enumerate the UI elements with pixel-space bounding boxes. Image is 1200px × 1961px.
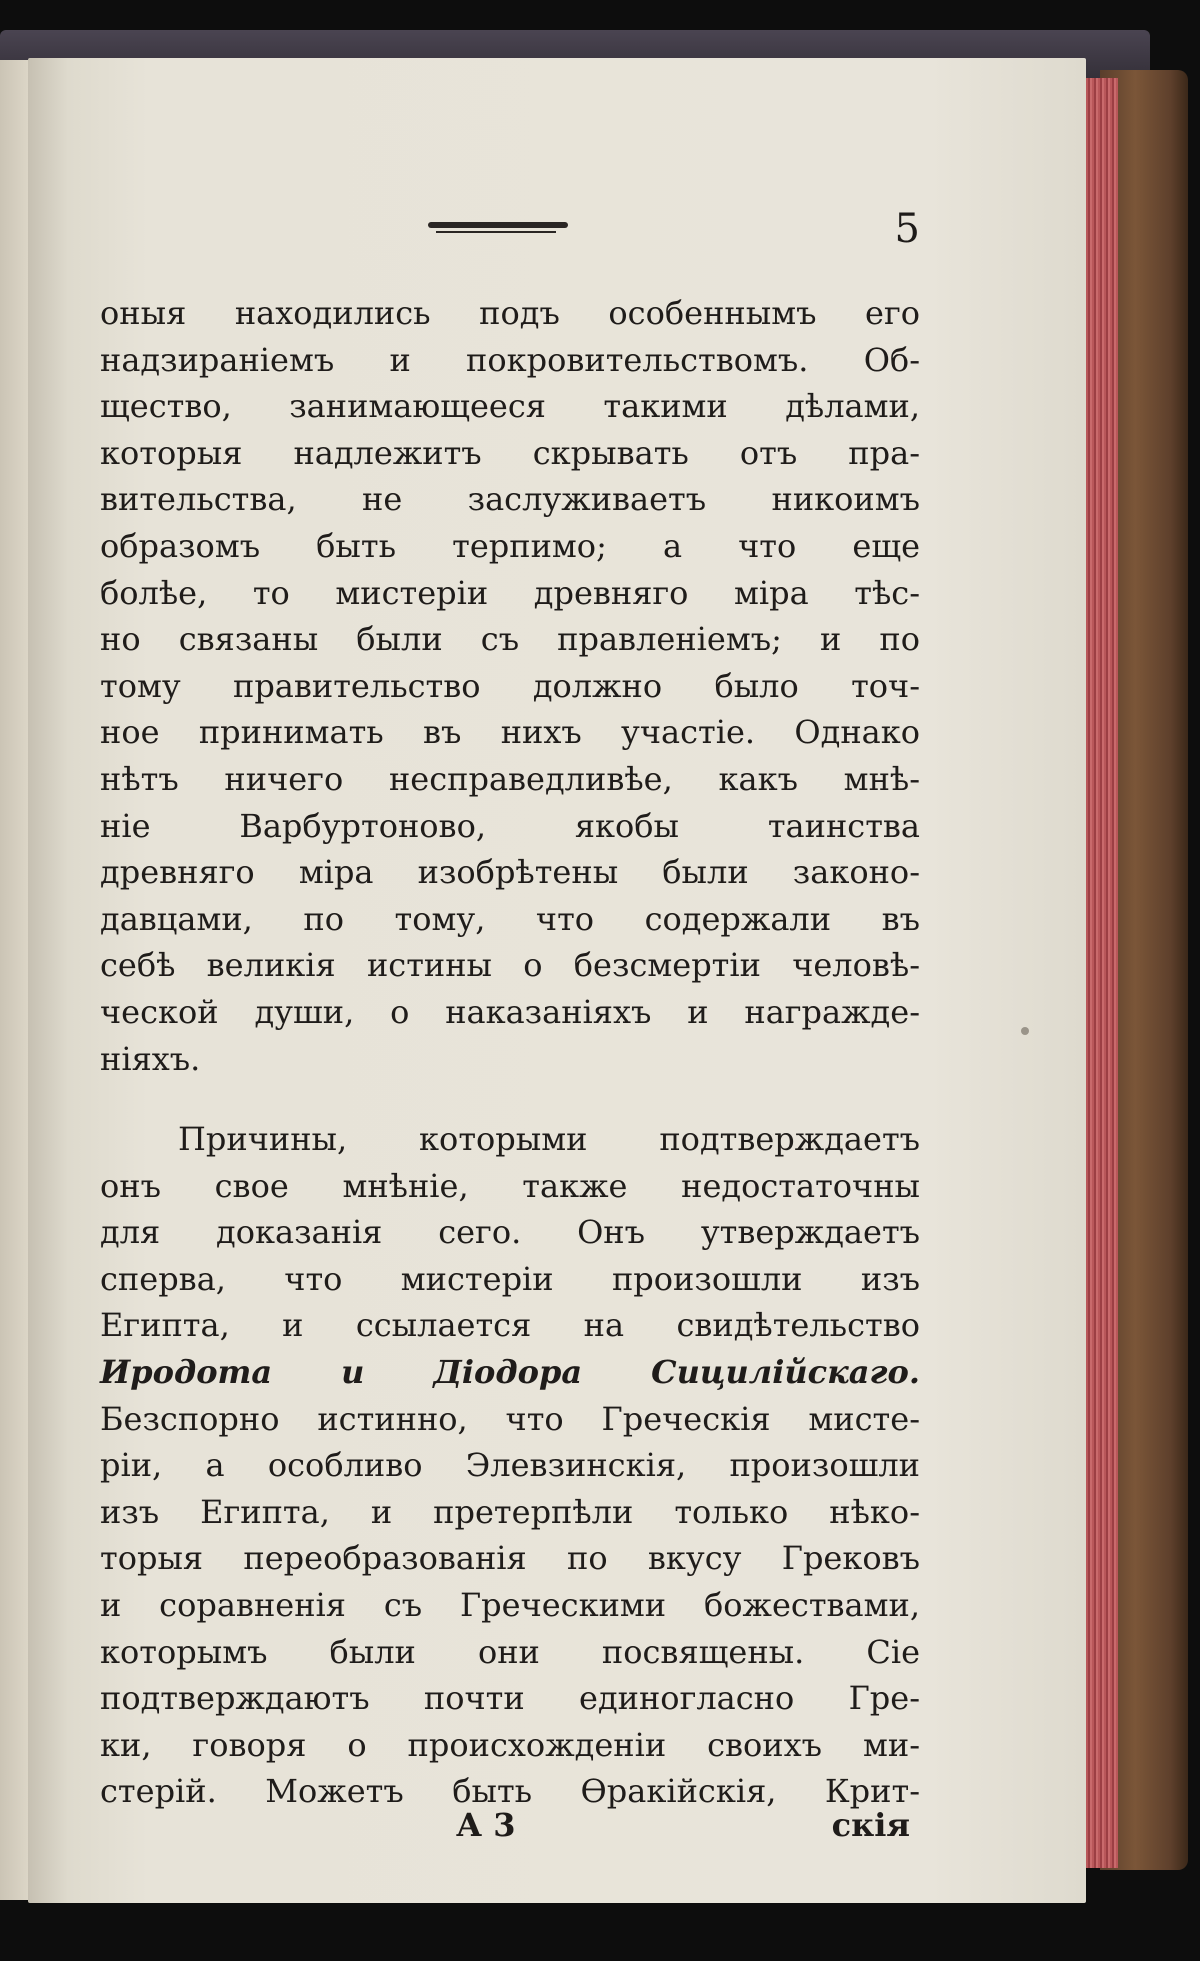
header-rule-thin <box>436 231 556 233</box>
page-number: 5 <box>894 206 920 252</box>
text-line: сперва, что мистеріи произошли изъ <box>100 1259 920 1298</box>
text-line: ки, говоря о происхожденіи своихъ ми- <box>100 1725 920 1764</box>
text-line: давцами, по тому, что содержали въ <box>100 899 920 938</box>
text-line: но связаны были съ правленіемъ; и по <box>100 620 920 659</box>
text-line: вительства, не заслуживаетъ никоимъ <box>100 480 920 519</box>
text-line: для доказанія сего. Онъ утверждаетъ <box>100 1213 920 1252</box>
text-line: стерій. Можетъ быть Ѳракійскія, Крит- <box>100 1772 920 1811</box>
header-rule-thick <box>428 222 568 228</box>
text-line: нѣтъ ничего несправедливѣе, какъ мнѣ- <box>100 759 920 798</box>
facing-page-edge <box>0 60 30 1900</box>
text-line: тому правительство должно было точ- <box>100 666 920 705</box>
text-line: изъ Египта, и претерпѣли только нѣко- <box>100 1492 920 1531</box>
text-line: ніяхъ. <box>100 1039 201 1078</box>
text-line: Иродота и Діодора Сицилійскаго. <box>100 1353 920 1392</box>
header-rule <box>428 222 568 234</box>
text-line: себѣ великія истины о безсмертіи человѣ- <box>100 946 920 985</box>
text-line: онъ свое мнѣніе, также недостаточны <box>100 1166 920 1205</box>
text-line: ное принимать въ нихъ участіе. Однако <box>100 713 920 752</box>
text-line: ріи, а особливо Элевзинскія, произошли <box>100 1446 920 1485</box>
text-line: образомъ быть терпимо; а что еще <box>100 526 920 565</box>
text-line: подтверждаютъ почти единогласно Гре- <box>100 1679 920 1718</box>
paper-speck <box>1021 1027 1029 1035</box>
text-line: ческой души, о наказаніяхъ и награжде- <box>100 992 920 1031</box>
catchword: скія <box>831 1806 910 1844</box>
text-line: оныя находились подъ особеннымъ его <box>100 294 920 332</box>
signature-mark: А 3 <box>456 1806 516 1844</box>
text-line: которыя надлежитъ скрывать отъ пра- <box>100 433 920 472</box>
text-line: которымъ были они посвящены. Сіе <box>100 1632 920 1671</box>
body-text <box>100 290 920 1815</box>
text-line: ніе Варбуртоново, якобы таинства <box>100 806 920 845</box>
text-line: Египта, и ссылается на свидѣтельство <box>100 1306 920 1345</box>
text-line: и соравненія съ Греческими божествами, <box>100 1586 920 1625</box>
text-line: болѣе, то мистеріи древняго міра тѣс- <box>100 573 920 612</box>
text-line: древняго міра изобрѣтены были законо- <box>100 853 920 892</box>
text-line: щество, занимающееся такими дѣлами, <box>100 387 920 426</box>
text-line: Безспорно истинно, что Греческія мисте- <box>100 1399 920 1438</box>
text-line: Причины, которыми подтверждаетъ <box>178 1120 920 1159</box>
text-line: надзираніемъ и покровительствомъ. Об- <box>100 340 920 379</box>
text-line: торыя переобразованія по вкусу Грековъ <box>100 1539 920 1578</box>
page-footer <box>100 1806 910 1846</box>
